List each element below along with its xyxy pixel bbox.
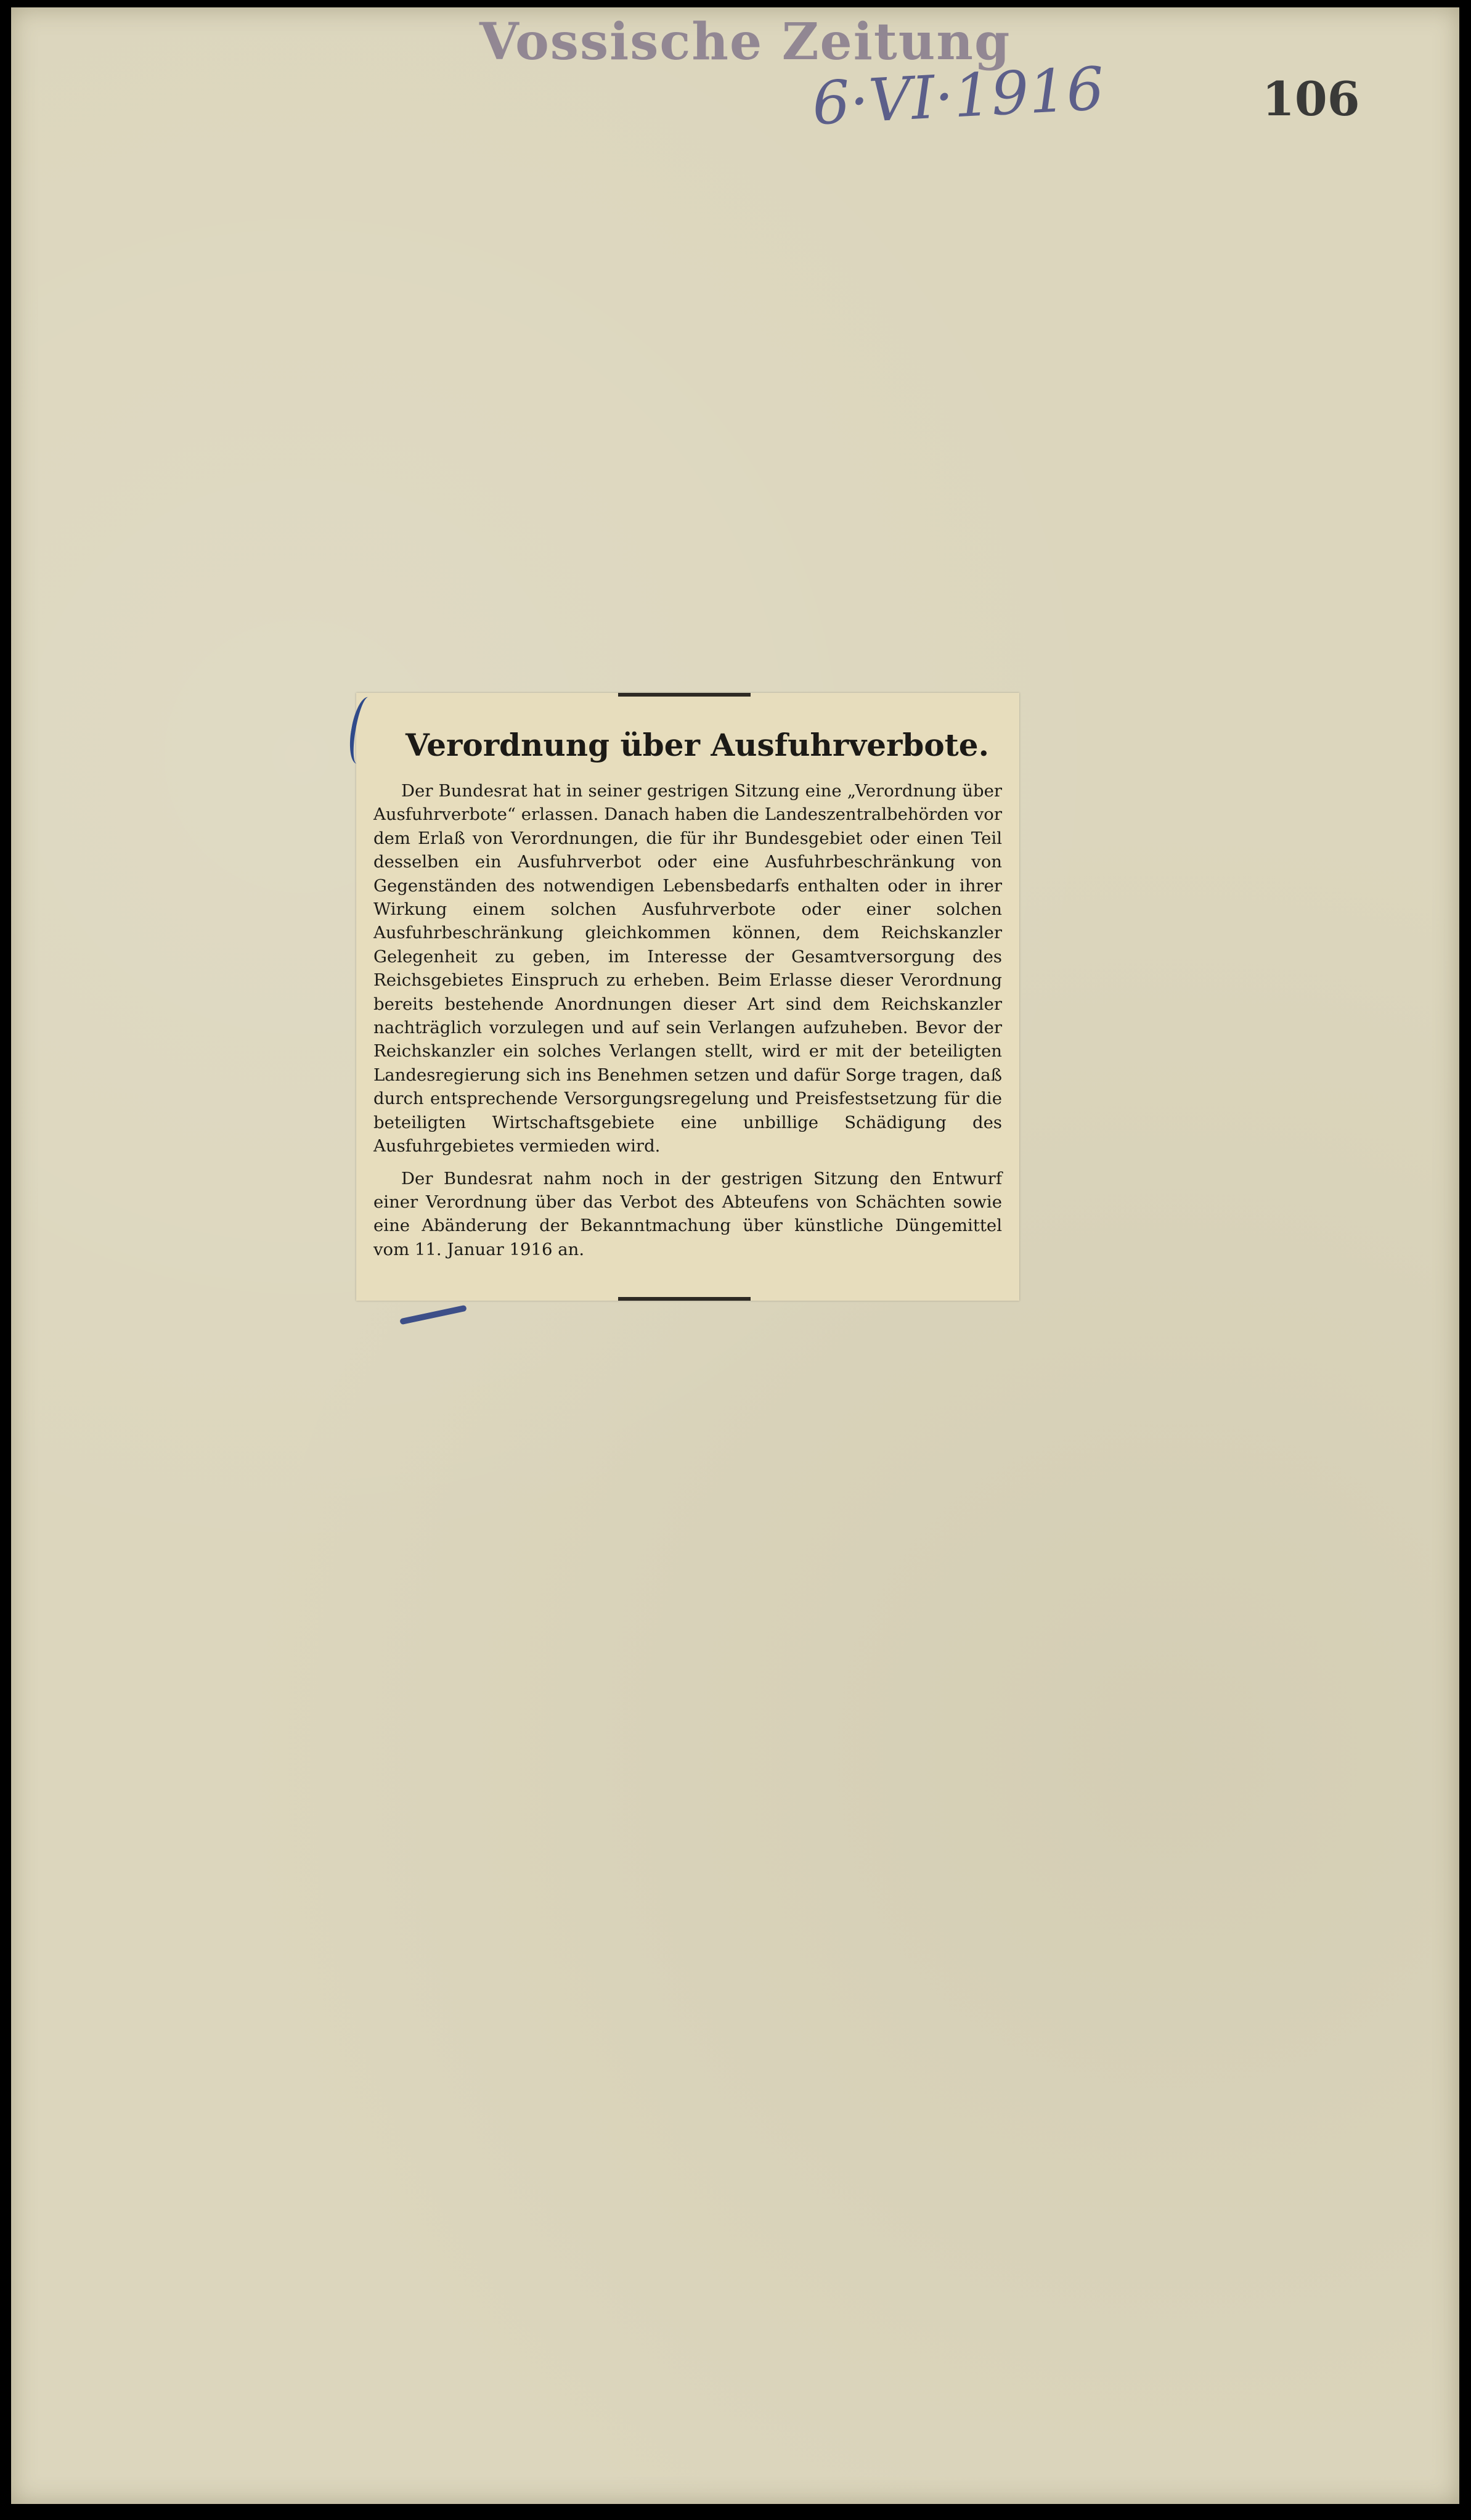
- clipping-bottom-rule: [618, 1297, 751, 1301]
- article-paragraph: Der Bundesrat nahm noch in der gestrigen Sitzung den Entwurf einer Verordnung über das Verbot des Abteufens von Schächten sowie eine Abänderung der Bekanntmachung über künstliche Düngemittel vom 11. Januar 1916 an.: [373, 1168, 1002, 1259]
- article-headline: Verordnung über Ausfuhrverbote.: [405, 727, 989, 763]
- blue-pen-stroke: [399, 1305, 467, 1325]
- archive-sheet: [11, 7, 1459, 2504]
- article-paragraph: Der Bundesrat hat in seiner gestrigen Sitzung eine „Verordnung über Ausfuhrverbote“ erlassen. Danach haben die Landeszentralbehörden vor dem Erlaß von Verordnungen, die für ihr Bundesgebiet oder einen Teil desselben ein Ausfuhrverbot oder eine Ausfuhrbeschränkung von Gegenständen des notwendigen Lebensbedarfs enthalten oder in ihrer Wirkung einem solchen Ausfuhrverbote oder einer solchen Ausfuhrbeschränkung gleichkommen können, dem Reichskanzler Gelegenheit zu geben, im Interesse der Gesamtversorgung des Reichsgebietes Einspruch zu erheben. Beim Erlasse dieser Verordnung bereits bestehende Anordnungen dieser Art sind dem Reichskanzler nachträglich vorzulegen und auf sein Verlangen aufzuheben. Bevor der Reichskanzler ein solches Verlangen stellt, wird er mit der beteiligten Landesregierung sich ins Benehmen setzen und dafür Sorge tragen, daß durch entsprechende Versorgungsregelung und Preisfestsetzung für die beteiligten Wirtschaftsgebiete eine unbillige Schädigung des Ausfuhrgebietes vermieden wird.: [373, 781, 1002, 1156]
- page-number: 106: [1262, 72, 1360, 126]
- newspaper-clipping: [356, 693, 1019, 1301]
- article-body: [373, 779, 1002, 1261]
- handwritten-date: 6·VI·1916: [810, 54, 1106, 139]
- clipping-top-rule: [618, 693, 751, 697]
- newspaper-stamp: Vossische Zeitung: [479, 12, 1011, 72]
- blue-pen-mark: [346, 695, 380, 766]
